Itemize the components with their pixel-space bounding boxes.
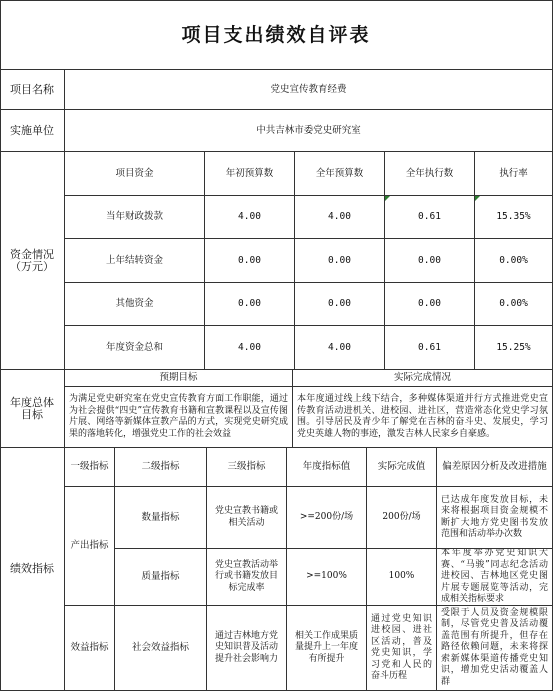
funds-cell: 0.00: [295, 283, 385, 326]
perf-level3: 党史宣教活动举行或书籍发放目标完成率: [207, 549, 287, 606]
perf-analysis: 本年度举办党史知识大赛、“马骏”同志纪念活动进校园、吉林地区党史图片展专题展览等活动，完成相关指标要求: [437, 549, 553, 606]
funds-cell: 0.00: [205, 283, 295, 326]
funds-header-initial: 年初预算数: [205, 152, 295, 196]
funds-cell: 0.61: [385, 196, 475, 239]
perf-level3: 党史宣教书籍或相关活动: [207, 487, 287, 549]
page-title: 项目支出绩效自评表: [0, 0, 553, 70]
perf-level2: 社会效益指标: [115, 606, 207, 691]
funds-header-rate: 执行率: [475, 152, 553, 196]
perf-header-level1: 一级指标: [65, 448, 115, 487]
funds-section-label: 资金情况 （万元）: [0, 152, 65, 370]
funds-row-label: 其他资金: [65, 283, 205, 326]
perf-actual: 100%: [367, 549, 437, 606]
funds-header-item: 项目资金: [65, 152, 205, 196]
funds-cell: 4.00: [205, 326, 295, 370]
goals-actual-header: 实际完成情况: [293, 370, 553, 387]
funds-cell: 15.35%: [475, 196, 553, 239]
funds-cell: 0.00%: [475, 283, 553, 326]
goals-actual-text: 本年度通过线上线下结合，多种媒体渠道并行方式推进党史宣传教育活动进机关、进校园、进社区，营造常态化党史学习氛围。引导居民及青少年了解党在吉林的奋斗史、发展史，学习党史英雄人物的事迹，激发吉林人民家乡自豪感。: [293, 387, 553, 448]
unit-label: 实施单位: [0, 110, 65, 152]
funds-cell: 4.00: [295, 326, 385, 370]
perf-target: 相关工作成果质量提升上一年度有所提升: [287, 606, 367, 691]
funds-cell: 0.61: [385, 326, 475, 370]
funds-cell: 0.00: [385, 239, 475, 283]
funds-cell: 15.25%: [475, 326, 553, 370]
funds-row-label: 年度资金总和: [65, 326, 205, 370]
performance-section-label: 绩效指标: [0, 448, 65, 691]
funds-row-label: 当年财政拨款: [65, 196, 205, 239]
perf-header-level2: 二级指标: [115, 448, 207, 487]
funds-cell: 0.00: [295, 239, 385, 283]
goals-expected-text: 为满足党史研究室在党史宣传教育方面工作职能，通过为社会提供“四史”宣传教育书籍和宣教课程以及宣传图片展、网络等新媒体宣教产品的方式，实现党史研究成果的落地转化，增强党史工作的社会效益: [65, 387, 293, 448]
unit-value: 中共吉林市委党史研究室: [65, 110, 553, 152]
goals-expected-header: 预期目标: [65, 370, 293, 387]
goals-section-label: 年度总体 目标: [0, 370, 65, 448]
perf-actual: 200份/场: [367, 487, 437, 549]
perf-analysis: 已达成年度发放目标，未来将根据项目资金规模不断扩大地方党史图书发放范围和活动举办次数: [437, 487, 553, 549]
perf-target: >=200份/场: [287, 487, 367, 549]
funds-header-executed: 全年执行数: [385, 152, 475, 196]
funds-row-label: 上年结转资金: [65, 239, 205, 283]
project-name-label: 项目名称: [0, 70, 65, 110]
perf-benefit-label: 效益指标: [65, 606, 115, 691]
perf-level2: 质量指标: [115, 549, 207, 606]
funds-cell: 0.00: [385, 283, 475, 326]
funds-cell: 0.00%: [475, 239, 553, 283]
perf-target: >=100%: [287, 549, 367, 606]
perf-analysis: 受限于人员及资金规模限制，尽管党史普及活动覆盖范围有所提升，但存在路径依赖问题，未来将探索新媒体渠道传播党史知识，增加党史活动覆盖人群: [437, 606, 553, 691]
perf-header-target: 年度指标值: [287, 448, 367, 487]
funds-cell: 4.00: [205, 196, 295, 239]
funds-header-annual: 全年预算数: [295, 152, 385, 196]
perf-header-analysis: 偏差原因分析及改进措施: [437, 448, 553, 487]
perf-header-actual: 实际完成值: [367, 448, 437, 487]
perf-level3: 通过吉林地方党史知识普及活动提升社会影响力: [207, 606, 287, 691]
perf-actual: 通过党史知识进校园、进社区活动，普及党史知识，学习党和人民的奋斗历程: [367, 606, 437, 691]
project-name-value: 党史宣传教育经费: [65, 70, 553, 110]
perf-header-level3: 三级指标: [207, 448, 287, 487]
funds-cell: 0.00: [205, 239, 295, 283]
perf-level2: 数量指标: [115, 487, 207, 549]
perf-output-label: 产出指标: [65, 487, 115, 606]
funds-cell: 4.00: [295, 196, 385, 239]
